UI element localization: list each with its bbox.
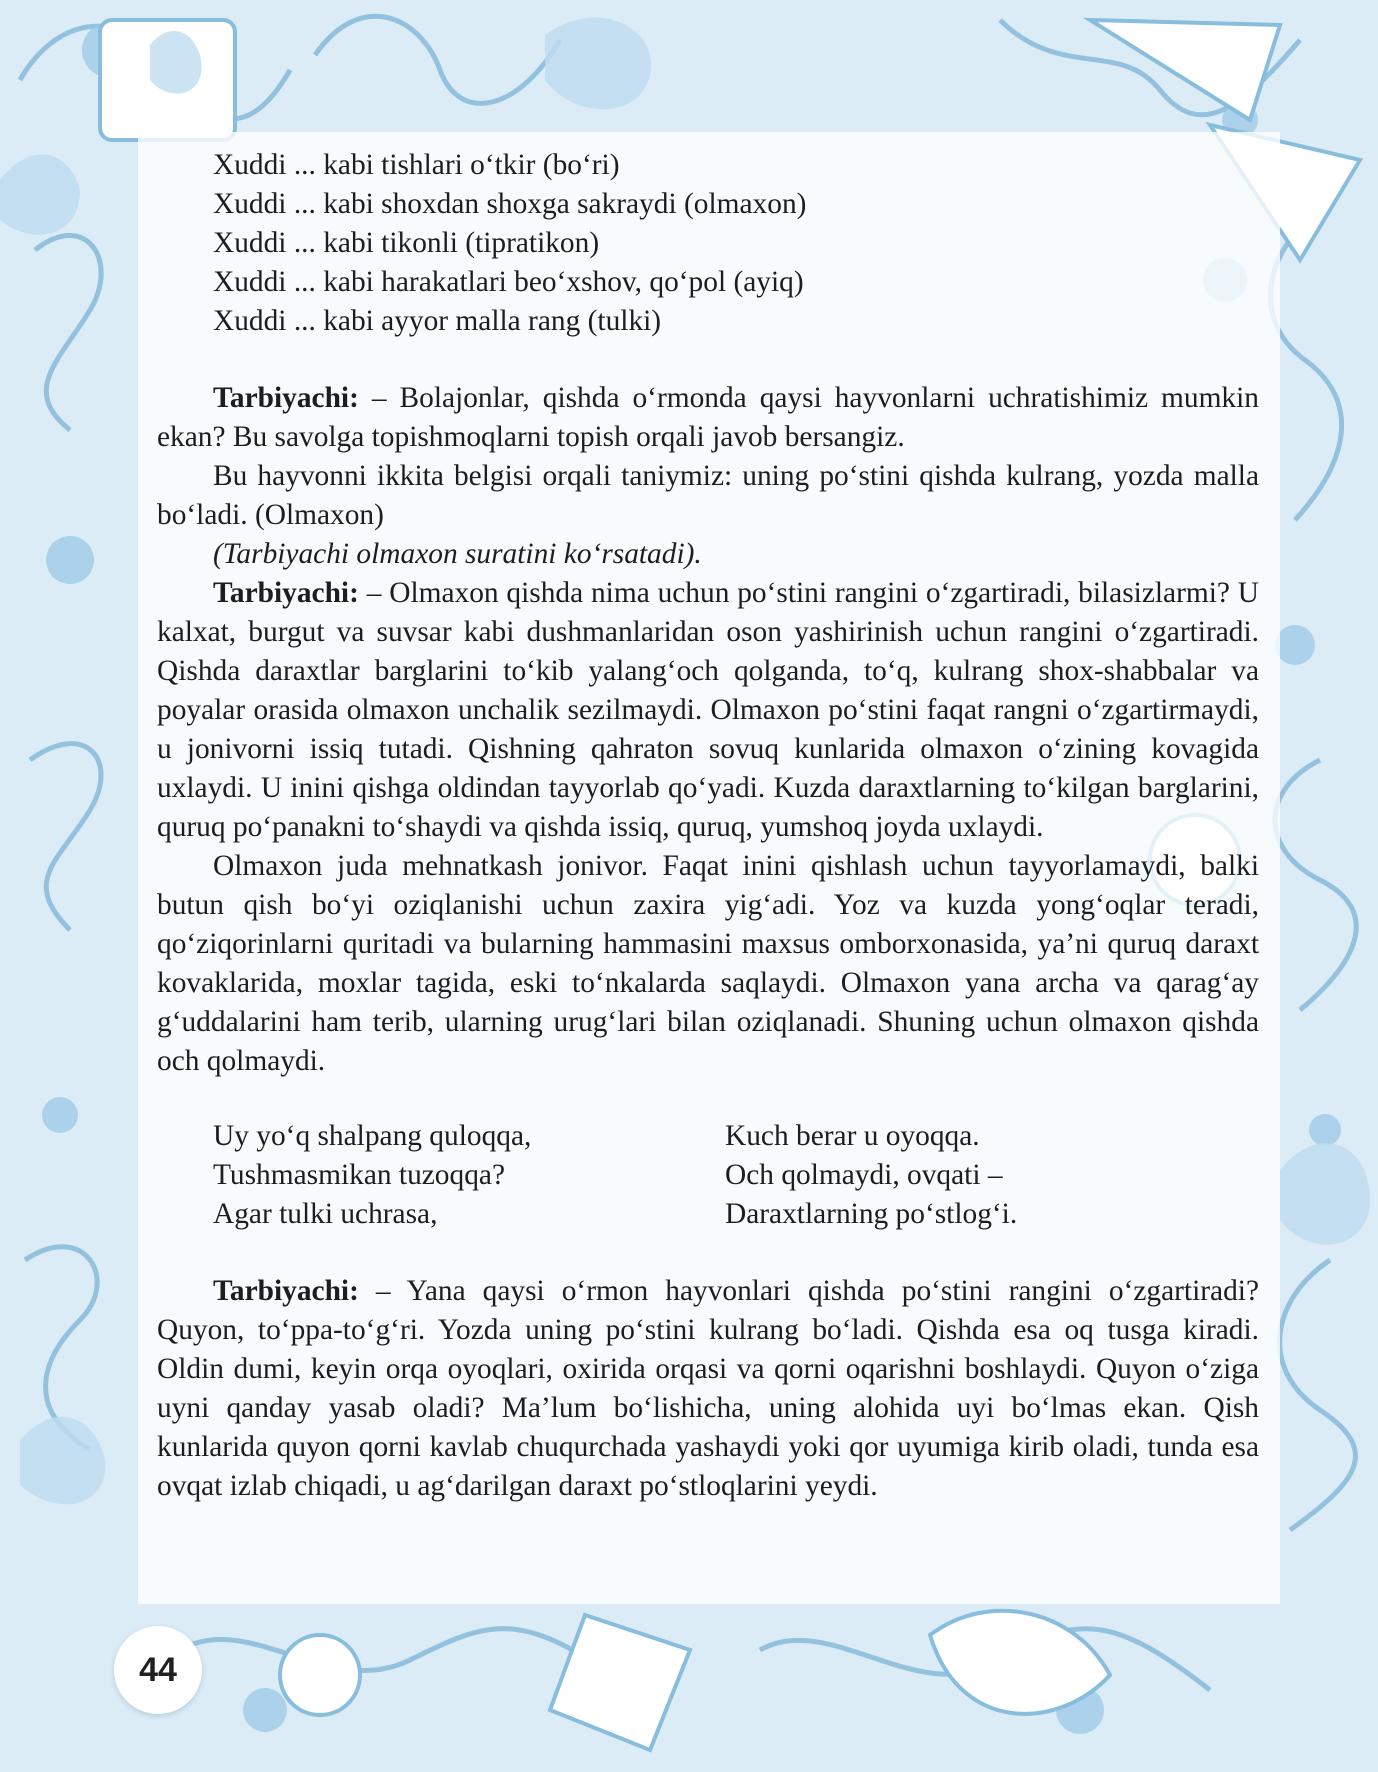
poem-line: Agar tulki uchrasa, <box>213 1198 438 1230</box>
poem-line: Kuch berar u oyoqqa. <box>725 1120 980 1152</box>
comparison-line: Xuddi ... kabi tishlari o‘tkir (bo‘ri) <box>213 149 620 181</box>
comparison-line: Xuddi ... kabi ayyor malla rang (tulki) <box>213 305 662 337</box>
poem-line: Och qolmaydi, ovqati – <box>725 1159 1003 1191</box>
speaker-label: Tarbiyachi: <box>213 1275 359 1307</box>
paragraph-3: (Tarbiyachi olmaxon suratini ko‘rsatadi). <box>213 538 702 570</box>
comparison-line: Xuddi ... kabi tikonli (tipratikon) <box>213 227 600 259</box>
comparison-line: Xuddi ... kabi shoxdan shoxga sakraydi (olmaxon) <box>213 188 807 220</box>
poem-right-column <box>725 1117 1259 1234</box>
poem-line: Daraxtlarning po‘stlog‘i. <box>725 1198 1018 1230</box>
paragraph-text: – Yana qaysi o‘rmon hayvonlari qishda po‘stini rangini o‘zgartiradi? Quyon, to‘ppa-to‘g‘ri. Yozda uning po‘stini kulrang bo‘ladi. Qishda esa oq tusga kiradi. Oldin dumi, keyin orqa oyoqlari, oxirida orqasi va qorni oqarishni boshlaydi. Quyon o‘ziga uyni qanday yasab oladi? Ma’lum bo‘lishicha, uning alohida uyi bo‘lmas ekan. Qish kunlarida quyon qorni kavlab chuqurchada yashaydi yoki qor uyumiga kirib oladi, tunda esa ovqat izlab chiqadi, u ag‘darilgan daraxt po‘stloqlarini yeydi. <box>157 1275 1259 1502</box>
paragraph-text: – Bolajonlar, qishda o‘rmonda qaysi hayvonlarni uchratishimiz mumkin ekan? Bu savolga topishmoqlarni topish orqali javob bersangiz. <box>157 382 1259 453</box>
comparison-line: Xuddi ... kabi harakatlari beo‘xshov, qo‘pol (ayiq) <box>213 266 804 298</box>
page-number-badge <box>114 1626 202 1714</box>
paragraph-2: Bu hayvonni ikkita belgisi orqali taniymiz: uning po‘stini qishda kulrang, yozda malla bo‘ladi. (Olmaxon) <box>157 460 1259 531</box>
spacer <box>157 1234 1259 1272</box>
poem-line: Uy yo‘q shalpang quloqqa, <box>213 1120 532 1152</box>
document-content <box>157 146 1259 1506</box>
paragraph-text: – Olmaxon qishda nima uchun po‘stini rangini o‘zgartiradi, bilasizlarmi? U kalxat, burgut va suvsar kabi dushmanlaridan oson yashirinish uchun rangini o‘zgartiradi. Qishda daraxtlar barglarini to‘kib yalang‘och qolganda, to‘q, kulrang shox-shabbalar va poyalar orasida olmaxon unchalik sezilmaydi. Olmaxon po‘stini faqat rangni o‘zgartirmaydi, u jonivorni issiq tutadi. Qishning qahraton sovuq kunlarida olmaxon o‘zining kovagida uxlaydi. U inini qishga oldindan tayyorlab qo‘yadi. Kuzda daraxtlarning to‘kilgan barglarini, quruq po‘panakni to‘shaydi va qishda issiq, quruq, yumshoq joyda uxlaydi. <box>157 577 1259 843</box>
paragraph-4 <box>157 574 1259 847</box>
paragraph-6 <box>157 1272 1259 1506</box>
poem-line: Tushmasmikan tuzoqqa? <box>213 1159 505 1191</box>
paragraph-5: Olmaxon juda mehnatkash jonivor. Faqat inini qishlash uchun tayyorlamaydi, balki butun qish bo‘yi oziqlanishi uchun zaxira yig‘adi. Yoz va kuzda yong‘oqlar teradi, qo‘ziqorinlarni quritadi va bularning hammasini maxsus omborxonasida, ya’ni quruq daraxt kovaklarida, moxlar tagida, eski to‘nkalarda saqlaydi. Olmaxon yana archa va qarag‘ay g‘uddalarini ham terib, ularning urug‘lari bilan oziqlanadi. Shuning uchun olmaxon qishda och qolmaydi. <box>157 850 1259 1077</box>
spacer <box>157 1081 1259 1117</box>
speaker-label: Tarbiyachi: <box>213 382 359 414</box>
speaker-label: Tarbiyachi: <box>213 577 359 609</box>
paragraph-1 <box>157 379 1259 457</box>
page-number: 44 <box>139 1650 177 1689</box>
comparison-list <box>157 146 1259 341</box>
spacer <box>157 341 1259 379</box>
poem-left-column <box>157 1117 725 1234</box>
poem-block <box>157 1117 1259 1234</box>
